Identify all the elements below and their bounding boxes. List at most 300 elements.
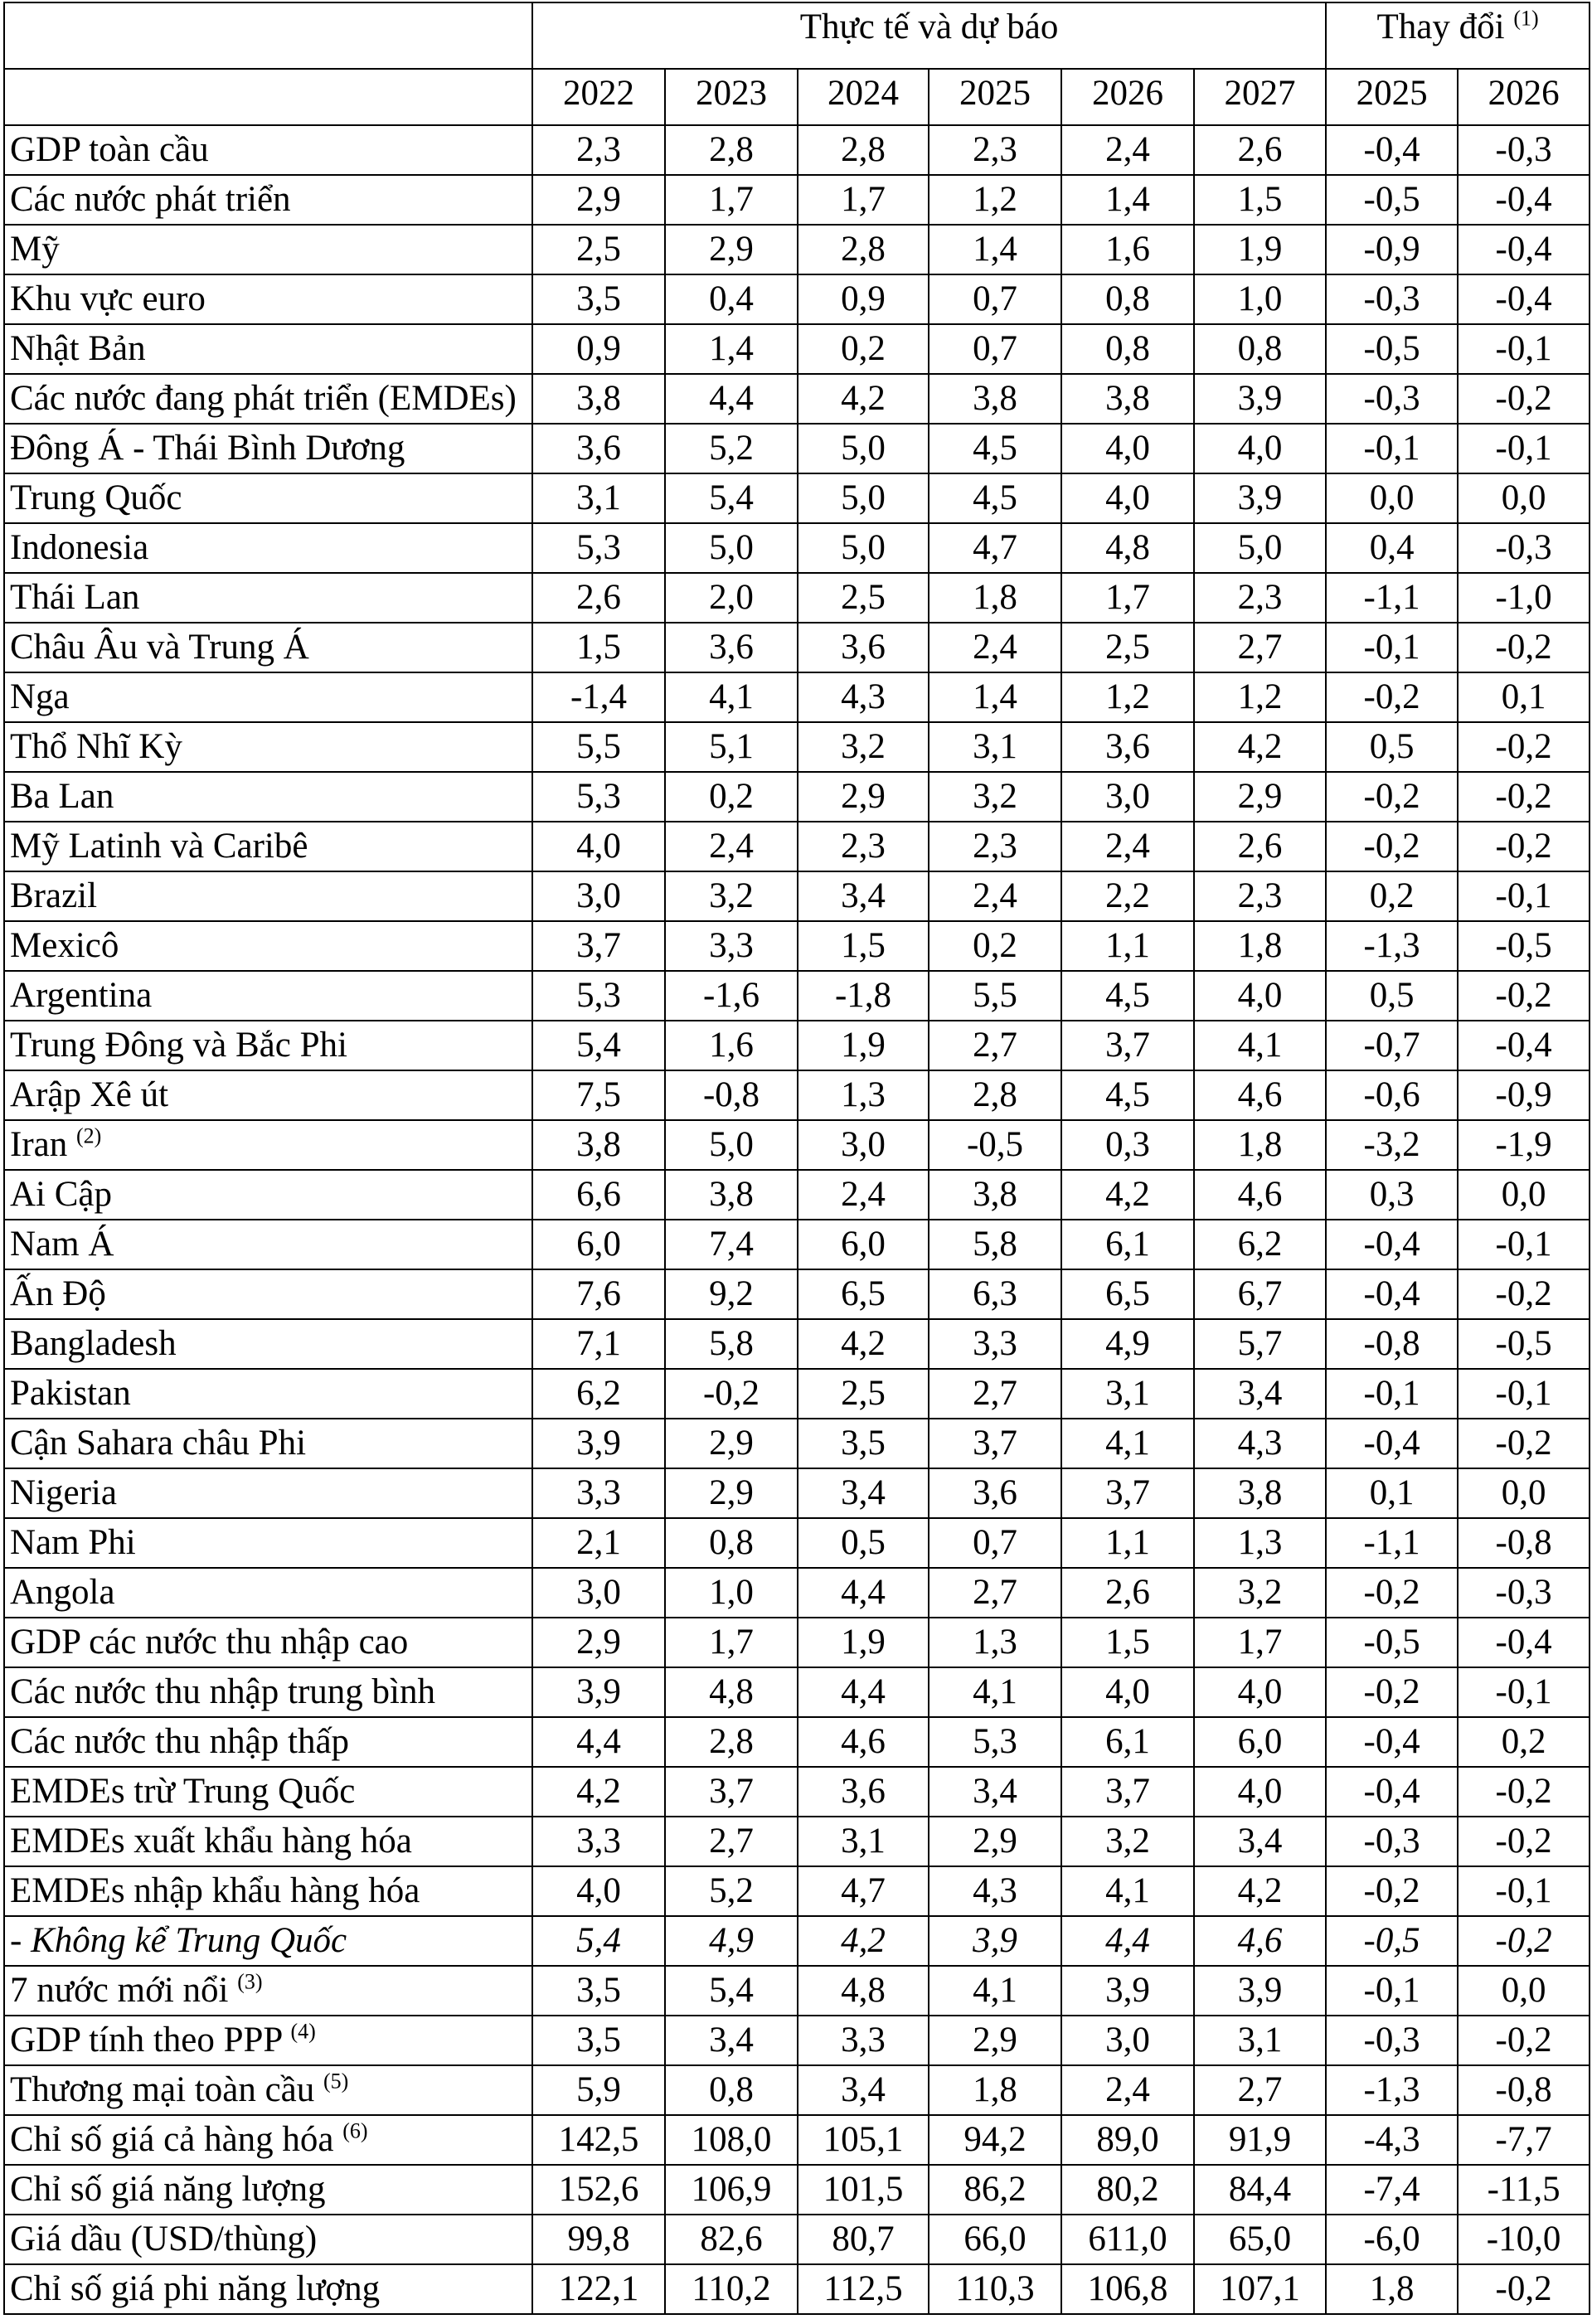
change-cell: 0,1: [1326, 1468, 1458, 1518]
change-cell: 0,0: [1326, 473, 1458, 523]
value-cell: 3,9: [1194, 473, 1326, 523]
table-row: [4, 1468, 1590, 1518]
row-label-text: - Không kể Trung Quốc: [10, 1921, 347, 1960]
header-forecast-group: Thực tế và dự báo: [532, 2, 1326, 69]
value-cell: 4,1: [929, 1966, 1061, 2016]
row-label: [4, 1468, 532, 1518]
value-cell: 3,4: [798, 871, 929, 921]
value-cell: -0,5: [929, 1120, 1061, 1170]
value-cell: 4,1: [665, 672, 798, 722]
change-cell: -1,3: [1326, 921, 1458, 971]
value-cell: 7,5: [532, 1070, 665, 1120]
row-label: [4, 1120, 532, 1170]
row-label-text: Trung Quốc: [10, 478, 182, 517]
value-cell: 2,9: [929, 1817, 1061, 1866]
value-cell: 4,2: [798, 1319, 929, 1369]
row-label: [4, 1269, 532, 1319]
value-cell: 0,8: [665, 1518, 798, 1568]
value-cell: 5,4: [665, 473, 798, 523]
change-cell: -1,3: [1326, 2065, 1458, 2115]
table-row: [4, 822, 1590, 871]
value-cell: 86,2: [929, 2165, 1061, 2215]
row-label: [4, 1817, 532, 1866]
value-cell: 1,4: [665, 324, 798, 374]
value-cell: 106,8: [1061, 2264, 1194, 2314]
value-cell: 3,4: [665, 2016, 798, 2065]
value-cell: 106,9: [665, 2165, 798, 2215]
change-cell: 0,4: [1326, 523, 1458, 573]
row-label: [4, 1021, 532, 1070]
value-cell: 2,7: [1194, 623, 1326, 672]
value-cell: 4,4: [1061, 1916, 1194, 1966]
value-cell: 110,3: [929, 2264, 1061, 2314]
value-cell: 2,3: [798, 822, 929, 871]
row-label: [4, 1319, 532, 1369]
table-row: [4, 2065, 1590, 2115]
row-label-text: Mexicô: [10, 926, 119, 965]
change-cell: -0,2: [1326, 822, 1458, 871]
row-label-text: Thổ Nhĩ Kỳ: [10, 727, 182, 766]
change-cell: -1,1: [1326, 573, 1458, 623]
value-cell: 105,1: [798, 2115, 929, 2165]
change-cell: -0,3: [1326, 374, 1458, 424]
value-cell: 3,8: [929, 1170, 1061, 1220]
table-row: [4, 1120, 1590, 1170]
value-cell: 7,6: [532, 1269, 665, 1319]
value-cell: 4,3: [929, 1866, 1061, 1916]
change-cell: -0,3: [1326, 1817, 1458, 1866]
value-cell: 1,9: [798, 1618, 929, 1667]
change-cell: -0,2: [1458, 1269, 1590, 1319]
value-cell: 2,4: [1061, 2065, 1194, 2115]
table-row: [4, 523, 1590, 573]
value-cell: 3,7: [1061, 1468, 1194, 1518]
table-row: [4, 871, 1590, 921]
value-cell: 6,5: [1061, 1269, 1194, 1319]
row-label: [4, 971, 532, 1021]
value-cell: 1,8: [1194, 921, 1326, 971]
year-header: 2023: [665, 69, 798, 125]
value-cell: -1,6: [665, 971, 798, 1021]
change-cell: -0,4: [1326, 1269, 1458, 1319]
value-cell: 5,5: [929, 971, 1061, 1021]
change-cell: -0,1: [1458, 1866, 1590, 1916]
row-label: [4, 672, 532, 722]
table-row: [4, 2165, 1590, 2215]
value-cell: 3,7: [1061, 1767, 1194, 1817]
value-cell: 66,0: [929, 2215, 1061, 2264]
change-cell: -0,4: [1458, 175, 1590, 225]
change-cell: -0,7: [1326, 1021, 1458, 1070]
change-cell: -0,3: [1458, 125, 1590, 175]
year-header: 2025: [929, 69, 1061, 125]
value-cell: 6,0: [1194, 1717, 1326, 1767]
change-cell: -3,2: [1326, 1120, 1458, 1170]
value-cell: 2,8: [798, 125, 929, 175]
value-cell: 4,1: [1194, 1021, 1326, 1070]
value-cell: 3,8: [665, 1170, 798, 1220]
table-row: [4, 1618, 1590, 1667]
value-cell: 2,8: [798, 225, 929, 274]
value-cell: 1,2: [1194, 672, 1326, 722]
change-cell: 0,2: [1326, 871, 1458, 921]
change-cell: -0,4: [1326, 1220, 1458, 1269]
value-cell: 3,4: [929, 1767, 1061, 1817]
value-cell: 2,5: [798, 573, 929, 623]
row-label-text: Argentina: [10, 976, 153, 1015]
value-cell: 4,2: [1061, 1170, 1194, 1220]
table-row: [4, 1866, 1590, 1916]
change-cell: 0,5: [1326, 722, 1458, 772]
row-label: [4, 1866, 532, 1916]
row-label-text: Pakistan: [10, 1374, 131, 1413]
change-cell: -0,5: [1326, 1618, 1458, 1667]
change-cell: -0,2: [1458, 1419, 1590, 1468]
value-cell: 1,3: [798, 1070, 929, 1120]
value-cell: 2,6: [1061, 1568, 1194, 1618]
value-cell: 1,2: [929, 175, 1061, 225]
row-label: [4, 1369, 532, 1419]
table-row: [4, 772, 1590, 822]
value-cell: 4,9: [665, 1916, 798, 1966]
value-cell: 5,0: [798, 473, 929, 523]
value-cell: 152,6: [532, 2165, 665, 2215]
change-cell: -0,3: [1326, 2016, 1458, 2065]
value-cell: 5,4: [532, 1916, 665, 1966]
change-cell: 0,0: [1458, 473, 1590, 523]
value-cell: 1,7: [665, 1618, 798, 1667]
value-cell: 1,7: [798, 175, 929, 225]
row-label: [4, 1070, 532, 1120]
value-cell: 2,6: [1194, 125, 1326, 175]
value-cell: 2,2: [1061, 871, 1194, 921]
change-cell: -1,0: [1458, 573, 1590, 623]
table-row: [4, 374, 1590, 424]
header-change-label: Thay đổi: [1376, 7, 1505, 46]
row-label: [4, 1667, 532, 1717]
table-row: [4, 1767, 1590, 1817]
value-cell: 2,3: [1194, 573, 1326, 623]
row-label: [4, 175, 532, 225]
value-cell: 4,6: [1194, 1170, 1326, 1220]
value-cell: 4,2: [532, 1767, 665, 1817]
value-cell: 3,0: [798, 1120, 929, 1170]
value-cell: 2,1: [532, 1518, 665, 1568]
value-cell: 5,0: [798, 523, 929, 573]
header-change-footnote: (1): [1513, 6, 1539, 31]
row-label: [4, 1767, 532, 1817]
value-cell: 1,1: [1061, 921, 1194, 971]
table-row: [4, 722, 1590, 772]
value-cell: 4,7: [798, 1866, 929, 1916]
value-cell: 1,3: [1194, 1518, 1326, 1568]
row-label-text: Nam Phi: [10, 1523, 136, 1562]
value-cell: 3,9: [929, 1916, 1061, 1966]
row-label: [4, 374, 532, 424]
change-cell: -7,7: [1458, 2115, 1590, 2165]
value-cell: 2,9: [665, 1468, 798, 1518]
value-cell: 3,7: [929, 1419, 1061, 1468]
change-cell: 0,5: [1326, 971, 1458, 1021]
change-cell: -0,1: [1458, 1667, 1590, 1717]
row-label-text: EMDEs xuất khẩu hàng hóa: [10, 1822, 412, 1861]
change-cell: -0,4: [1458, 274, 1590, 324]
table-body: [4, 125, 1590, 2314]
value-cell: 3,7: [665, 1767, 798, 1817]
row-label-text: Châu Âu và Trung Á: [10, 628, 309, 667]
change-cell: 1,8: [1326, 2264, 1458, 2314]
change-cell: -0,9: [1326, 225, 1458, 274]
value-cell: 1,0: [665, 1568, 798, 1618]
value-cell: 4,2: [1194, 722, 1326, 772]
value-cell: 4,5: [1061, 971, 1194, 1021]
change-cell: -0,2: [1458, 722, 1590, 772]
value-cell: 5,0: [1194, 523, 1326, 573]
row-label-text: Bangladesh: [10, 1324, 177, 1363]
value-cell: 2,4: [798, 1170, 929, 1220]
value-cell: 110,2: [665, 2264, 798, 2314]
row-label: [4, 1717, 532, 1767]
header-corner-cell: [4, 2, 532, 69]
change-cell: -0,1: [1458, 424, 1590, 473]
value-cell: 3,8: [929, 374, 1061, 424]
value-cell: 1,7: [665, 175, 798, 225]
value-cell: 1,5: [798, 921, 929, 971]
value-cell: 1,4: [1061, 175, 1194, 225]
value-cell: 99,8: [532, 2215, 665, 2264]
row-label-text: Đông Á - Thái Bình Dương: [10, 429, 405, 468]
change-cell: -0,9: [1458, 1070, 1590, 1120]
value-cell: 4,0: [532, 822, 665, 871]
change-cell: 0,0: [1458, 1170, 1590, 1220]
table-row: [4, 1817, 1590, 1866]
row-footnote: (6): [342, 2118, 368, 2143]
change-cell: -0,6: [1326, 1070, 1458, 1120]
value-cell: 3,3: [532, 1468, 665, 1518]
change-cell: -0,5: [1458, 921, 1590, 971]
row-label-text: Thái Lan: [10, 578, 140, 617]
value-cell: 3,2: [1194, 1568, 1326, 1618]
row-label-text: Giá dầu (USD/thùng): [10, 2220, 318, 2259]
change-cell: -7,4: [1326, 2165, 1458, 2215]
row-label: [4, 2115, 532, 2165]
change-cell: -0,2: [1326, 672, 1458, 722]
value-cell: 80,2: [1061, 2165, 1194, 2215]
value-cell: 3,6: [798, 623, 929, 672]
value-cell: 3,5: [798, 1419, 929, 1468]
change-cell: -0,8: [1326, 1319, 1458, 1369]
value-cell: 1,7: [1061, 573, 1194, 623]
value-cell: 3,8: [532, 1120, 665, 1170]
value-cell: 1,8: [1194, 1120, 1326, 1170]
table-row: [4, 1419, 1590, 1468]
value-cell: 4,2: [798, 1916, 929, 1966]
value-cell: 5,4: [532, 1021, 665, 1070]
change-cell: -0,4: [1326, 125, 1458, 175]
value-cell: 3,7: [532, 921, 665, 971]
change-cell: 0,1: [1458, 672, 1590, 722]
value-cell: 3,5: [532, 1966, 665, 2016]
value-cell: 0,8: [1061, 324, 1194, 374]
value-cell: 611,0: [1061, 2215, 1194, 2264]
value-cell: 3,3: [665, 921, 798, 971]
value-cell: 4,1: [1061, 1419, 1194, 1468]
value-cell: 5,9: [532, 2065, 665, 2115]
row-label-text: EMDEs trừ Trung Quốc: [10, 1772, 356, 1811]
value-cell: 2,8: [929, 1070, 1061, 1120]
row-label: [4, 125, 532, 175]
value-cell: 4,5: [1061, 1070, 1194, 1120]
change-cell: -0,4: [1326, 1419, 1458, 1468]
change-cell: -0,4: [1458, 225, 1590, 274]
value-cell: 0,7: [929, 274, 1061, 324]
value-cell: 82,6: [665, 2215, 798, 2264]
value-cell: 1,3: [929, 1618, 1061, 1667]
change-cell: -0,5: [1326, 324, 1458, 374]
header-label-blank: [4, 69, 532, 125]
value-cell: 7,4: [665, 1220, 798, 1269]
value-cell: 107,1: [1194, 2264, 1326, 2314]
change-cell: -10,0: [1458, 2215, 1590, 2264]
change-cell: -0,2: [1458, 374, 1590, 424]
table-row: [4, 1568, 1590, 1618]
value-cell: 0,2: [665, 772, 798, 822]
row-label-text: GDP tính theo PPP: [10, 2021, 282, 2060]
value-cell: 3,2: [665, 871, 798, 921]
row-label: [4, 573, 532, 623]
value-cell: 2,4: [929, 623, 1061, 672]
change-cell: -6,0: [1326, 2215, 1458, 2264]
table-row: [4, 1518, 1590, 1568]
value-cell: 2,7: [665, 1817, 798, 1866]
value-cell: 3,2: [1061, 1817, 1194, 1866]
value-cell: 2,0: [665, 573, 798, 623]
value-cell: 2,9: [665, 1419, 798, 1468]
change-cell: 0,0: [1458, 1468, 1590, 1518]
value-cell: 3,1: [929, 722, 1061, 772]
value-cell: 2,5: [798, 1369, 929, 1419]
row-label-text: Ba Lan: [10, 777, 114, 816]
row-label: [4, 772, 532, 822]
value-cell: 1,5: [1061, 1618, 1194, 1667]
value-cell: 2,7: [929, 1021, 1061, 1070]
change-cell: -0,2: [1326, 1866, 1458, 1916]
value-cell: 3,2: [929, 772, 1061, 822]
row-label-text: Các nước thu nhập trung bình: [10, 1672, 435, 1711]
value-cell: 108,0: [665, 2115, 798, 2165]
value-cell: 1,8: [929, 573, 1061, 623]
value-cell: 142,5: [532, 2115, 665, 2165]
row-label-text: Nhật Bản: [10, 329, 146, 368]
row-label-text: Mỹ Latinh và Caribê: [10, 827, 308, 866]
change-cell: -0,1: [1326, 424, 1458, 473]
row-label: [4, 225, 532, 274]
value-cell: 4,3: [798, 672, 929, 722]
change-cell: -0,2: [1326, 772, 1458, 822]
value-cell: 1,8: [929, 2065, 1061, 2115]
value-cell: 5,8: [929, 1220, 1061, 1269]
change-cell: -4,3: [1326, 2115, 1458, 2165]
value-cell: 3,9: [1061, 1966, 1194, 2016]
value-cell: 3,1: [532, 473, 665, 523]
value-cell: 4,4: [798, 1568, 929, 1618]
value-cell: 2,7: [1194, 2065, 1326, 2115]
value-cell: 6,0: [798, 1220, 929, 1269]
change-year-header: 2025: [1326, 69, 1458, 125]
value-cell: 2,3: [929, 822, 1061, 871]
change-cell: -0,4: [1458, 1618, 1590, 1667]
year-header: 2026: [1061, 69, 1194, 125]
value-cell: 2,9: [929, 2016, 1061, 2065]
value-cell: 0,7: [929, 324, 1061, 374]
value-cell: 1,6: [1061, 225, 1194, 274]
value-cell: 2,3: [532, 125, 665, 175]
value-cell: 2,4: [929, 871, 1061, 921]
table-row: [4, 1070, 1590, 1120]
row-label: [4, 1419, 532, 1468]
row-label: [4, 871, 532, 921]
value-cell: 3,0: [1061, 2016, 1194, 2065]
value-cell: 4,0: [1194, 1767, 1326, 1817]
value-cell: 94,2: [929, 2115, 1061, 2165]
change-cell: -0,1: [1458, 871, 1590, 921]
row-label: [4, 2165, 532, 2215]
row-label-text: Nigeria: [10, 1473, 117, 1512]
value-cell: 4,0: [1061, 1667, 1194, 1717]
change-cell: -0,8: [1458, 2065, 1590, 2115]
value-cell: 6,3: [929, 1269, 1061, 1319]
value-cell: 1,9: [798, 1021, 929, 1070]
value-cell: 4,2: [798, 374, 929, 424]
row-label: [4, 1518, 532, 1568]
row-label-text: Các nước thu nhập thấp: [10, 1722, 350, 1761]
row-label-text: Brazil: [10, 876, 98, 915]
table-row: [4, 1269, 1590, 1319]
year-header: 2024: [798, 69, 929, 125]
value-cell: 4,0: [1061, 473, 1194, 523]
change-cell: -0,5: [1326, 175, 1458, 225]
table-row: [4, 672, 1590, 722]
value-cell: 5,4: [665, 1966, 798, 2016]
value-cell: 3,4: [798, 1468, 929, 1518]
row-label: [4, 1618, 532, 1667]
value-cell: 0,7: [929, 1518, 1061, 1568]
value-cell: 1,1: [1061, 1518, 1194, 1568]
value-cell: 4,2: [1194, 1866, 1326, 1916]
table-row: [4, 274, 1590, 324]
table-row: [4, 1170, 1590, 1220]
value-cell: 5,7: [1194, 1319, 1326, 1369]
value-cell: -1,4: [532, 672, 665, 722]
row-label-text: Indonesia: [10, 528, 149, 567]
change-cell: -11,5: [1458, 2165, 1590, 2215]
value-cell: 4,4: [532, 1717, 665, 1767]
value-cell: 2,9: [532, 175, 665, 225]
value-cell: 2,5: [1061, 623, 1194, 672]
row-label: [4, 1916, 532, 1966]
value-cell: 4,4: [665, 374, 798, 424]
table-row: [4, 2115, 1590, 2165]
row-label: [4, 1170, 532, 1220]
row-label: [4, 324, 532, 374]
value-cell: 101,5: [798, 2165, 929, 2215]
value-cell: 6,1: [1061, 1220, 1194, 1269]
forecast-table: [3, 2, 1590, 2315]
row-label-text: Các nước phát triển: [10, 180, 291, 219]
year-header: 2027: [1194, 69, 1326, 125]
value-cell: 2,3: [929, 125, 1061, 175]
value-cell: 4,6: [1194, 1916, 1326, 1966]
